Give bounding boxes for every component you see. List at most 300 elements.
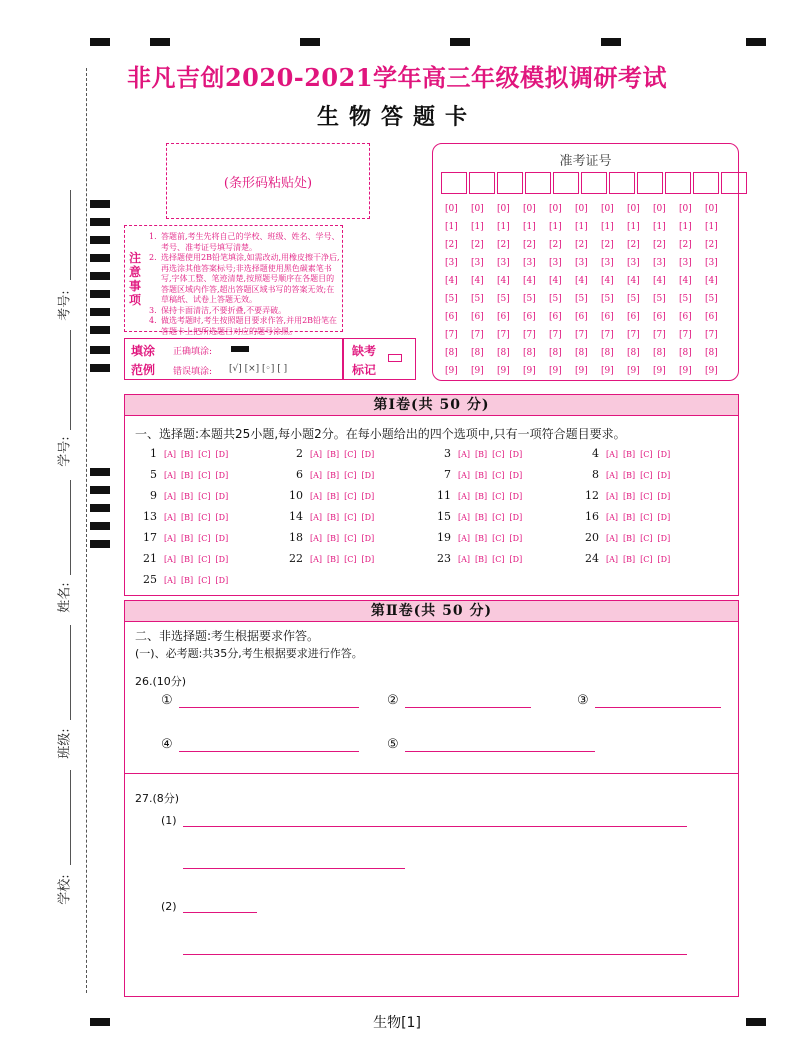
exam-number-bubble[interactable]: [4] [653, 276, 666, 286]
part2-header: 第Ⅱ卷(共 50 分) [125, 601, 738, 622]
mc-question-15 [433, 510, 522, 523]
exam-number-bubble[interactable]: [3] [653, 258, 666, 268]
mc-option-bubble[interactable]: [B] [327, 492, 340, 501]
mc-option-bubble[interactable]: [C] [492, 471, 505, 480]
note-number: 4. [149, 316, 157, 325]
exam-number-digit-box[interactable] [665, 172, 691, 194]
exam-number-digit-box[interactable] [721, 172, 747, 194]
mc-option-bubble[interactable]: [B] [327, 450, 340, 459]
mc-option-bubble[interactable]: [A] [606, 450, 619, 459]
mc-option-bubble[interactable]: [A] [164, 471, 177, 480]
exam-number-bubble[interactable]: [5] [575, 294, 588, 304]
mc-option-bubble[interactable]: [C] [492, 450, 505, 459]
mc-option-bubble[interactable]: [C] [198, 534, 211, 543]
timing-mark [90, 38, 110, 46]
mc-option-bubble[interactable]: [A] [310, 492, 323, 501]
mc-option-bubble[interactable]: [D] [509, 492, 523, 501]
mc-option-bubble[interactable]: [D] [657, 471, 671, 480]
exam-number-bubble[interactable]: [7] [653, 330, 666, 340]
mc-question-number: 18 [289, 531, 303, 544]
exam-number-bubble[interactable]: [3] [601, 258, 614, 268]
mc-option-bubble[interactable]: [C] [198, 555, 211, 564]
exam-number-bubble[interactable]: [6] [523, 312, 536, 322]
exam-number-bubble-grid [445, 200, 731, 380]
q27-part-1-line-1[interactable] [183, 826, 687, 827]
exam-number-digit-box[interactable] [441, 172, 467, 194]
exam-number-bubble[interactable]: [4] [471, 276, 484, 286]
exam-number-bubble[interactable]: [5] [705, 294, 718, 304]
exam-number-bubble[interactable]: [3] [679, 258, 692, 268]
exam-number-bubble[interactable]: [8] [575, 348, 588, 358]
mc-question-14 [285, 510, 374, 523]
mc-question-number: 16 [585, 510, 599, 523]
mc-option-bubble[interactable]: [C] [198, 492, 211, 501]
mc-option-bubble[interactable]: [C] [640, 492, 653, 501]
exam-number-digit-row [445, 344, 731, 362]
mc-option-bubble[interactable]: [C] [640, 513, 653, 522]
exam-number-bubble[interactable]: [1] [497, 222, 510, 232]
mc-option-bubble[interactable]: [C] [640, 534, 653, 543]
mc-question-4 [581, 447, 670, 460]
exam-number-bubble[interactable]: [2] [627, 240, 640, 250]
exam-number-bubble[interactable]: [7] [523, 330, 536, 340]
exam-number-bubble[interactable]: [2] [471, 240, 484, 250]
exam-number-bubble[interactable]: [8] [627, 348, 640, 358]
correct-fill-label: 正确填涂: [173, 347, 213, 357]
mc-option-bubble[interactable]: [D] [657, 555, 671, 564]
timing-mark [90, 522, 110, 530]
mc-option-bubble[interactable]: [C] [344, 492, 357, 501]
mc-question-23 [433, 552, 522, 565]
exam-number-digit-row [445, 218, 731, 236]
mc-option-bubble[interactable]: [B] [623, 450, 636, 459]
mc-question-16 [581, 510, 670, 523]
mc-option-bubble[interactable]: [C] [344, 513, 357, 522]
mc-option-bubble[interactable]: [D] [215, 555, 229, 564]
exam-number-bubble[interactable]: [9] [601, 366, 614, 376]
part2-instruction: 二、非选择题:考生根据要求作答。 [135, 629, 320, 643]
mc-option-bubble[interactable]: [D] [215, 534, 229, 543]
mc-option-bubble[interactable]: [D] [509, 450, 523, 459]
exam-number-bubble[interactable]: [2] [523, 240, 536, 250]
exam-number-bubble[interactable]: [0] [601, 204, 614, 214]
exam-number-bubble[interactable]: [2] [549, 240, 562, 250]
exam-number-bubble[interactable]: [3] [497, 258, 510, 268]
exam-number-bubble[interactable]: [4] [679, 276, 692, 286]
mc-option-bubble[interactable]: [B] [327, 471, 340, 480]
note-item [149, 232, 341, 253]
note-text: 保持卡面清洁,不要折叠,不要弄破。 [161, 305, 287, 315]
exam-number-bubble[interactable]: [4] [627, 276, 640, 286]
exam-number-bubble[interactable]: [7] [705, 330, 718, 340]
timing-mark [300, 38, 320, 46]
exam-number-bubble[interactable]: [9] [523, 366, 536, 376]
mc-option-bubble[interactable]: [A] [458, 471, 471, 480]
mc-question-17 [139, 531, 228, 544]
mc-option-bubble[interactable]: [A] [458, 492, 471, 501]
exam-number-bubble[interactable]: [5] [523, 294, 536, 304]
exam-number-bubble[interactable]: [4] [523, 276, 536, 286]
exam-title: 非凡吉创2020-2021学年高三年级模拟调研考试 [126, 63, 668, 92]
exam-number-bubble[interactable]: [2] [705, 240, 718, 250]
exam-number-bubble[interactable]: [8] [497, 348, 510, 358]
fill-example-panel [124, 338, 343, 380]
mc-option-bubble[interactable]: [C] [492, 513, 505, 522]
exam-number-bubble[interactable]: [5] [679, 294, 692, 304]
exam-number-bubble[interactable]: [3] [549, 258, 562, 268]
exam-number-bubble[interactable]: [9] [471, 366, 484, 376]
mc-option-bubble[interactable]: [B] [327, 534, 340, 543]
notes-list [149, 232, 341, 337]
exam-number-bubble[interactable]: [1] [627, 222, 640, 232]
exam-number-bubble[interactable]: [9] [497, 366, 510, 376]
timing-mark [90, 200, 110, 208]
exam-number-digit-row [445, 326, 731, 344]
mc-option-bubble[interactable]: [C] [640, 471, 653, 480]
exam-number-bubble[interactable]: [0] [549, 204, 562, 214]
exam-number-bubble[interactable]: [2] [653, 240, 666, 250]
mc-option-bubble[interactable]: [D] [361, 555, 375, 564]
exam-number-bubble[interactable]: [1] [679, 222, 692, 232]
exam-number-bubble[interactable]: [3] [523, 258, 536, 268]
timing-mark [90, 540, 110, 548]
q27-part-1-line-2[interactable] [183, 868, 405, 869]
mc-option-bubble[interactable]: [C] [198, 513, 211, 522]
mc-option-bubble[interactable]: [B] [327, 555, 340, 564]
mc-option-bubble[interactable]: [A] [164, 450, 177, 459]
mc-option-bubble[interactable]: [C] [492, 534, 505, 543]
q26-blank-4[interactable] [179, 751, 359, 752]
class-line[interactable] [70, 625, 71, 720]
mc-option-bubble[interactable]: [C] [640, 450, 653, 459]
q26-blank-2[interactable] [405, 707, 531, 708]
mc-option-bubble[interactable]: [C] [344, 471, 357, 480]
mc-question-number: 22 [289, 552, 303, 565]
notes-heading: 注意事项 [129, 251, 142, 307]
exam-number-bubble[interactable]: [0] [497, 204, 510, 214]
mc-option-bubble[interactable]: [B] [475, 555, 488, 564]
exam-number-bubble[interactable]: [9] [575, 366, 588, 376]
exam-number-line[interactable] [70, 190, 71, 280]
note-number: 2. [149, 253, 157, 262]
exam-number-bubble[interactable]: [6] [601, 312, 614, 322]
exam-number-digit-row [445, 236, 731, 254]
exam-number-bubble[interactable]: [3] [627, 258, 640, 268]
mc-option-bubble[interactable]: [B] [623, 492, 636, 501]
exam-number-digit-row [445, 200, 731, 218]
student-number-label: 学号: [57, 436, 73, 467]
exam-number-bubble[interactable]: [1] [653, 222, 666, 232]
answer-sheet-subtitle: 生物答题卡 [316, 104, 477, 130]
name-line[interactable] [70, 480, 71, 575]
exam-number-bubble[interactable]: [5] [627, 294, 640, 304]
mc-option-bubble[interactable]: [A] [458, 534, 471, 543]
exam-number-digit-box[interactable] [609, 172, 635, 194]
mc-option-bubble[interactable]: [B] [623, 513, 636, 522]
mc-question-20 [581, 531, 670, 544]
q26-blank-4-label: ④ [161, 737, 173, 752]
q27-part-2-line-2[interactable] [183, 954, 687, 955]
exam-number-bubble[interactable]: [7] [601, 330, 614, 340]
mc-option-bubble[interactable]: [C] [344, 534, 357, 543]
mc-option-bubble[interactable]: [B] [475, 534, 488, 543]
exam-number-bubble[interactable]: [2] [601, 240, 614, 250]
mc-option-bubble[interactable]: [B] [475, 513, 488, 522]
mc-option-bubble[interactable]: [A] [606, 555, 619, 564]
note-number: 3. [149, 305, 157, 315]
mc-option-bubble[interactable]: [A] [310, 513, 323, 522]
mc-option-bubble[interactable]: [D] [215, 513, 229, 522]
mc-option-bubble[interactable]: [A] [164, 534, 177, 543]
exam-number-bubble[interactable]: [4] [575, 276, 588, 286]
exam-number-bubble[interactable]: [8] [601, 348, 614, 358]
mc-option-bubble[interactable]: [C] [198, 450, 211, 459]
mc-option-bubble[interactable]: [D] [215, 492, 229, 501]
mc-option-bubble[interactable]: [A] [310, 450, 323, 459]
exam-number-bubble[interactable]: [6] [575, 312, 588, 322]
mc-question-number: 21 [143, 552, 157, 565]
exam-number-digit-box[interactable] [693, 172, 719, 194]
exam-number-label: 考号: [57, 290, 73, 321]
exam-number-bubble[interactable]: [8] [653, 348, 666, 358]
mc-option-bubble[interactable]: [D] [657, 492, 671, 501]
mc-option-bubble[interactable]: [B] [623, 555, 636, 564]
exam-number-digit-box[interactable] [581, 172, 607, 194]
mc-option-bubble[interactable]: [D] [361, 513, 375, 522]
exam-number-bubble[interactable]: [5] [471, 294, 484, 304]
exam-number-bubble[interactable]: [1] [549, 222, 562, 232]
timing-mark [601, 38, 621, 46]
mc-option-bubble[interactable]: [A] [164, 576, 177, 585]
exam-number-bubble[interactable]: [7] [575, 330, 588, 340]
mc-question-number: 10 [289, 489, 303, 502]
mc-option-bubble[interactable]: [A] [310, 534, 323, 543]
exam-number-bubble[interactable]: [8] [679, 348, 692, 358]
exam-number-boxes [441, 172, 749, 194]
exam-number-bubble[interactable]: [8] [471, 348, 484, 358]
exam-number-bubble[interactable]: [3] [705, 258, 718, 268]
exam-number-bubble[interactable]: [6] [471, 312, 484, 322]
mc-option-bubble[interactable]: [A] [164, 492, 177, 501]
exam-number-digit-row [445, 254, 731, 272]
exam-number-bubble[interactable]: [4] [601, 276, 614, 286]
exam-number-bubble[interactable]: [2] [679, 240, 692, 250]
mc-option-bubble[interactable]: [D] [361, 471, 375, 480]
mc-option-bubble[interactable]: [D] [509, 534, 523, 543]
exam-number-bubble[interactable]: [1] [445, 222, 458, 232]
exam-number-bubble[interactable]: [1] [705, 222, 718, 232]
mc-option-bubble[interactable]: [B] [181, 471, 194, 480]
mc-option-bubble[interactable]: [D] [361, 534, 375, 543]
timing-mark [90, 254, 110, 262]
exam-number-digit-box[interactable] [497, 172, 523, 194]
exam-number-bubble[interactable]: [3] [445, 258, 458, 268]
absent-checkbox[interactable] [388, 354, 402, 362]
exam-number-bubble[interactable]: [6] [445, 312, 458, 322]
exam-number-bubble[interactable]: [6] [497, 312, 510, 322]
mc-question-number: 23 [437, 552, 451, 565]
exam-number-digit-row [445, 290, 731, 308]
mc-option-bubble[interactable]: [B] [475, 471, 488, 480]
mc-option-bubble[interactable]: [C] [640, 555, 653, 564]
exam-number-bubble[interactable]: [6] [549, 312, 562, 322]
mc-option-bubble[interactable]: [A] [606, 513, 619, 522]
barcode-label: (条形码粘贴处) [223, 175, 313, 191]
mc-option-bubble[interactable]: [D] [361, 492, 375, 501]
school-line[interactable] [70, 770, 71, 865]
q27-part-2-line-1[interactable] [183, 912, 257, 913]
exam-number-bubble[interactable]: [8] [549, 348, 562, 358]
exam-number-bubble[interactable]: [8] [523, 348, 536, 358]
q26-blank-5[interactable] [405, 751, 595, 752]
mc-option-bubble[interactable]: [A] [310, 555, 323, 564]
exam-number-bubble[interactable]: [4] [705, 276, 718, 286]
mc-question-10 [285, 489, 374, 502]
exam-number-bubble[interactable]: [7] [679, 330, 692, 340]
exam-number-bubble[interactable]: [6] [705, 312, 718, 322]
exam-number-bubble[interactable]: [9] [705, 366, 718, 376]
mc-option-bubble[interactable]: [A] [164, 555, 177, 564]
exam-number-bubble[interactable]: [7] [627, 330, 640, 340]
exam-number-bubble[interactable]: [4] [497, 276, 510, 286]
exam-number-bubble[interactable]: [5] [653, 294, 666, 304]
exam-number-digit-box[interactable] [525, 172, 551, 194]
exam-number-bubble[interactable]: [6] [627, 312, 640, 322]
mc-question-number: 1 [150, 447, 157, 460]
exam-number-digit-box[interactable] [637, 172, 663, 194]
exam-number-bubble[interactable]: [3] [575, 258, 588, 268]
mc-option-bubble[interactable]: [C] [492, 492, 505, 501]
mc-option-bubble[interactable]: [C] [198, 576, 211, 585]
exam-number-bubble[interactable]: [7] [549, 330, 562, 340]
mc-option-bubble[interactable]: [B] [475, 450, 488, 459]
exam-number-bubble[interactable]: [0] [705, 204, 718, 214]
mc-option-bubble[interactable]: [D] [509, 513, 523, 522]
exam-number-bubble[interactable]: [8] [705, 348, 718, 358]
q26-blank-3-label: ③ [577, 693, 589, 708]
exam-number-bubble[interactable]: [0] [627, 204, 640, 214]
exam-number-bubble[interactable]: [5] [497, 294, 510, 304]
exam-number-bubble[interactable]: [4] [445, 276, 458, 286]
mc-option-bubble[interactable]: [B] [181, 450, 194, 459]
exam-number-title: 准考证号 [559, 154, 612, 169]
exam-number-bubble[interactable]: [0] [471, 204, 484, 214]
exam-number-digit-box[interactable] [553, 172, 579, 194]
exam-number-bubble[interactable]: [1] [575, 222, 588, 232]
exam-number-bubble[interactable]: [5] [549, 294, 562, 304]
mc-option-bubble[interactable]: [C] [198, 471, 211, 480]
q26-blank-3[interactable] [595, 707, 721, 708]
mc-option-bubble[interactable]: [D] [215, 450, 229, 459]
mc-option-bubble[interactable]: [A] [164, 513, 177, 522]
mc-option-bubble[interactable]: [A] [458, 555, 471, 564]
q27-section [124, 772, 739, 997]
timing-mark [90, 468, 110, 476]
mc-option-bubble[interactable]: [B] [623, 471, 636, 480]
mc-question-9 [139, 489, 228, 502]
wrong-fill-marks: [√] [×] [◦] [ ] [229, 364, 288, 374]
mc-option-bubble[interactable]: [D] [215, 576, 229, 585]
mc-option-bubble[interactable]: [B] [475, 492, 488, 501]
mc-option-bubble[interactable]: [A] [606, 492, 619, 501]
mc-option-bubble[interactable]: [C] [344, 450, 357, 459]
exam-number-bubble[interactable]: [0] [445, 204, 458, 214]
exam-number-bubble[interactable]: [2] [497, 240, 510, 250]
mc-option-bubble[interactable]: [D] [657, 450, 671, 459]
student-number-line[interactable] [70, 330, 71, 430]
mc-option-bubble[interactable]: [A] [606, 534, 619, 543]
mc-option-bubble[interactable]: [A] [458, 450, 471, 459]
exam-number-bubble[interactable]: [0] [575, 204, 588, 214]
exam-number-bubble[interactable]: [5] [601, 294, 614, 304]
exam-number-bubble[interactable]: [1] [523, 222, 536, 232]
exam-number-bubble[interactable]: [0] [679, 204, 692, 214]
exam-number-bubble[interactable]: [7] [445, 330, 458, 340]
exam-number-bubble[interactable]: [9] [549, 366, 562, 376]
exam-number-bubble[interactable]: [6] [653, 312, 666, 322]
exam-number-bubble[interactable]: [8] [445, 348, 458, 358]
wrong-fill-label: 错误填涂: [173, 367, 213, 377]
fill-example-label-2: 范例 [131, 363, 156, 377]
mc-option-bubble[interactable]: [B] [181, 576, 194, 585]
school-label: 学校: [57, 874, 73, 905]
mc-question-12 [581, 489, 670, 502]
mc-option-bubble[interactable]: [D] [657, 513, 671, 522]
exam-number-bubble[interactable]: [2] [575, 240, 588, 250]
mc-option-bubble[interactable]: [A] [310, 471, 323, 480]
mc-option-bubble[interactable]: [B] [181, 513, 194, 522]
exam-number-bubble[interactable]: [7] [471, 330, 484, 340]
mc-option-bubble[interactable]: [D] [215, 471, 229, 480]
part1-header: 第Ⅰ卷(共 50 分) [125, 395, 738, 416]
mc-option-bubble[interactable]: [D] [509, 555, 523, 564]
exam-number-bubble[interactable]: [4] [549, 276, 562, 286]
mc-option-bubble[interactable]: [A] [458, 513, 471, 522]
mc-option-bubble[interactable]: [B] [623, 534, 636, 543]
exam-number-bubble[interactable]: [9] [679, 366, 692, 376]
mc-question-25 [139, 573, 228, 586]
mc-option-bubble[interactable]: [C] [492, 555, 505, 564]
exam-number-bubble[interactable]: [6] [679, 312, 692, 322]
mc-option-bubble[interactable]: [C] [344, 555, 357, 564]
exam-number-bubble[interactable]: [3] [471, 258, 484, 268]
exam-number-bubble[interactable]: [5] [445, 294, 458, 304]
exam-number-bubble[interactable]: [0] [653, 204, 666, 214]
exam-number-bubble[interactable]: [7] [497, 330, 510, 340]
mc-option-bubble[interactable]: [D] [657, 534, 671, 543]
exam-number-bubble[interactable]: [1] [471, 222, 484, 232]
mc-option-bubble[interactable]: [B] [181, 492, 194, 501]
exam-number-bubble[interactable]: [9] [627, 366, 640, 376]
mc-option-bubble[interactable]: [B] [327, 513, 340, 522]
q26-blank-1[interactable] [179, 707, 359, 708]
exam-number-bubble[interactable]: [1] [601, 222, 614, 232]
exam-number-digit-row [445, 362, 731, 380]
mc-option-bubble[interactable]: [A] [606, 471, 619, 480]
mc-option-bubble[interactable]: [B] [181, 534, 194, 543]
mc-question-number: 19 [437, 531, 451, 544]
exam-number-bubble[interactable]: [2] [445, 240, 458, 250]
mc-option-bubble[interactable]: [D] [361, 450, 375, 459]
exam-number-bubble[interactable]: [0] [523, 204, 536, 214]
exam-number-bubble[interactable]: [9] [445, 366, 458, 376]
mc-question-number: 25 [143, 573, 157, 586]
mc-option-bubble[interactable]: [D] [509, 471, 523, 480]
exam-number-digit-box[interactable] [469, 172, 495, 194]
class-label: 班级: [57, 728, 73, 759]
exam-number-bubble[interactable]: [9] [653, 366, 666, 376]
mc-option-bubble[interactable]: [B] [181, 555, 194, 564]
